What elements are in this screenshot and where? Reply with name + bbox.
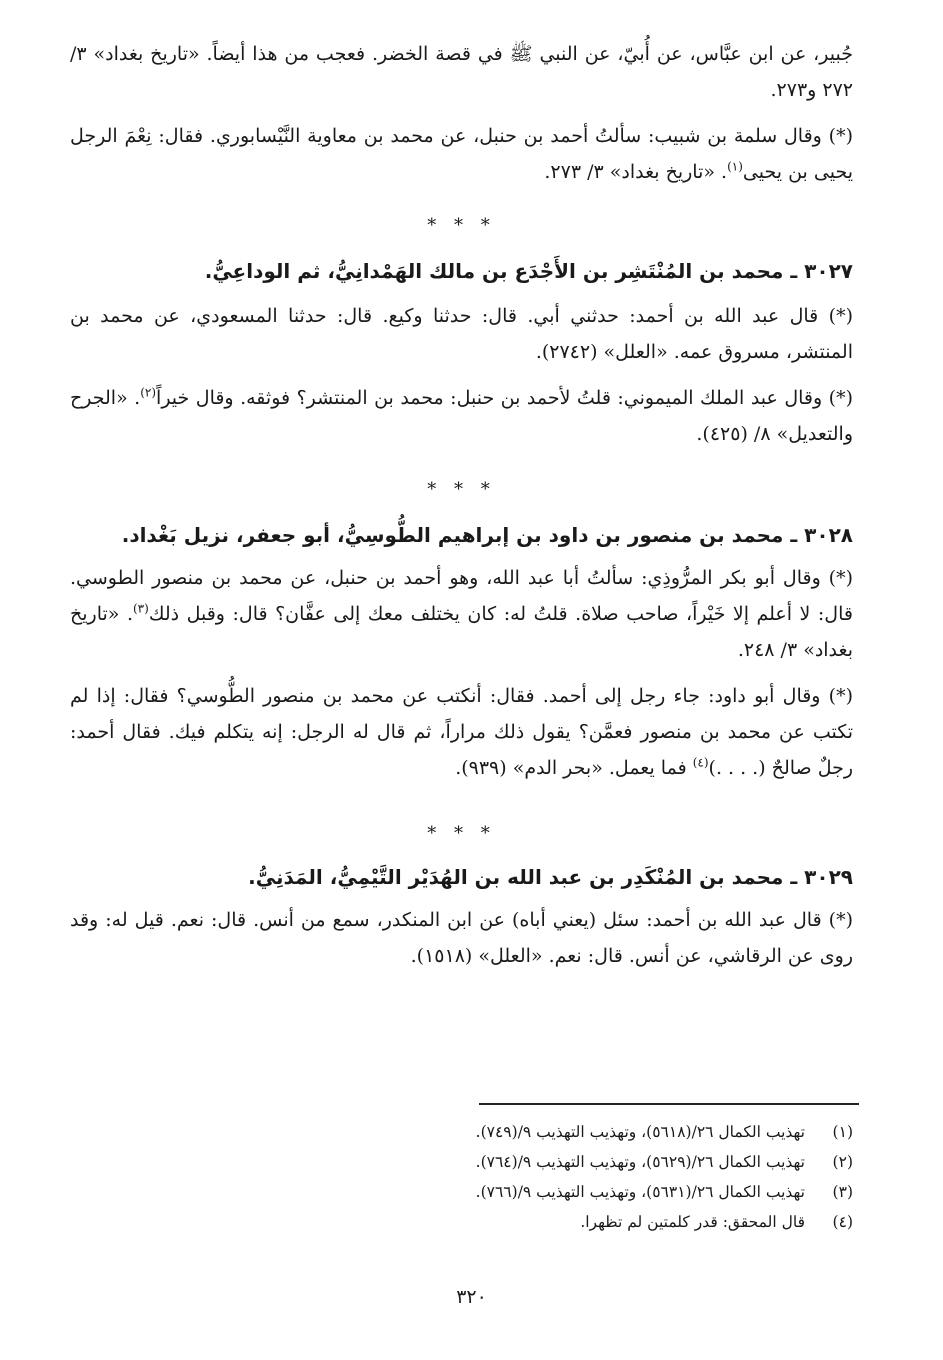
- entry-3027-quote-2: [70, 380, 853, 452]
- footnote-number: (٢): [832, 1153, 853, 1171]
- footnote-1: [70, 1117, 853, 1147]
- footnote-text: تهذيب الكمال ٢٦/(٥٦٣١)، وتهذيب التهذيب ٩/(٧٦٦).: [475, 1183, 805, 1201]
- entry-3027-quote-2-source: . «الجرح والتعديل» ٨/ (٤٢٥).: [70, 387, 853, 445]
- footnote-number: (١): [832, 1123, 853, 1141]
- entry-3028-quote-1-text: (*) وقال أبو بكر المرُّوذِي: سألتُ أبا عبد الله، وهو أحمد بن حنبل، عن محمد بن منصور الطوسي. قال: لا أعلم إلا خَيْراً، صاحب صلاة. قلتُ له: كان يختلف معك إلى عفَّان؟ قال: وقبل ذلك: [70, 567, 853, 625]
- entry-3027-heading: ٣٠٢٧ ـ محمد بن المُنْتَشِر بن الأَجْدَع بن مالك الهَمْدانِيُّ، ثم الوداعِيُّ.: [204, 259, 853, 283]
- footnote-2: [70, 1147, 853, 1177]
- entry-prev-quote-text: (*) وقال سلمة بن شبيب: سألتُ أحمد بن حنبل، عن محمد بن معاوية النَّيْسابوري. فقال: نِعْمَ الرجل يحيى بن يحيى: [70, 125, 853, 183]
- entry-3028-quote-1: [70, 560, 853, 668]
- footnote-number: (٣): [832, 1183, 853, 1201]
- entry-prev-quote-source: . «تاريخ بغداد» ٣/ ٢٧٣.: [544, 161, 728, 183]
- entry-3027-quote-1: (*) قال عبد الله بن أحمد: حدثني أبي. قال: حدثنا وكيع. قال: حدثنا المسعودي، عن محمد بن المنتشر، مسروق عمه. «العلل» (٢٧٤٢).: [70, 305, 853, 363]
- section-separator: * * *: [427, 215, 496, 236]
- footnote-3: [70, 1177, 853, 1207]
- section-separator: * * *: [427, 479, 496, 500]
- entry-3028-quote-2-text: (*) وقال أبو داود: جاء رجل إلى أحمد. فقال: أنكتب عن محمد بن منصور الطُّوسي؟ فقال: إذا لم تكتب عن محمد بن منصور فعمَّن؟ يقول ذلك مراراً، ثم قال له الرجل: إنه يتكلم فيك. فقال أحمد: رجلٌ صالحٌ (. . . .): [70, 685, 853, 779]
- footnote-4: [70, 1207, 853, 1237]
- footnote-text: تهذيب الكمال ٢٦/(٥٦١٨)، وتهذيب التهذيب ٩/(٧٤٩).: [475, 1123, 805, 1141]
- footnote-text: تهذيب الكمال ٢٦/(٥٦٢٩)، وتهذيب التهذيب ٩/(٧٦٤).: [475, 1153, 805, 1171]
- footnote-number: (٤): [832, 1213, 853, 1231]
- footnote-divider: [479, 1103, 859, 1105]
- entry-3029-heading: ٣٠٢٩ ـ محمد بن المُنْكَدِر بن عبد الله بن الهُدَيْر التَّيْمِيُّ، المَدَنِيُّ.: [248, 865, 853, 889]
- entry-3029-quote-1: (*) قال عبد الله بن أحمد: سئل (يعني أباه) عن ابن المنكدر، سمع من أنس. قال: نعم. قيل له: وقد روى عن الرقاشي، عن أنس. قال: نعم. «العلل» (١٥١٨).: [70, 909, 853, 967]
- footnote-ref-4: (٤): [692, 755, 709, 770]
- footnote-ref-2: (٢): [140, 385, 157, 400]
- section-separator: * * *: [427, 823, 496, 844]
- footnote-ref-1: (١): [727, 159, 743, 174]
- footnote-ref-3: (٣): [132, 601, 149, 616]
- footnote-text: قال المحقق: قدر كلمتين لم تظهرا.: [580, 1213, 805, 1231]
- entry-3028-quote-2-source: فما يعمل. «بحر الدم» (٩٣٩).: [455, 757, 693, 779]
- entry-prev-continuation: جُبير، عن ابن عبَّاس، عن أُبيّ، عن النبي ﷺ في قصة الخضر. فعجب من هذا أيضاً. «تاريخ بغداد» ٣/ ٢٧٢ و٢٧٣.: [70, 43, 853, 101]
- entry-prev-quote: [70, 118, 853, 190]
- footnotes-section: [70, 1103, 853, 1237]
- footnote-list: [70, 1117, 853, 1237]
- page-number: ٣٢٠: [456, 1286, 487, 1308]
- entry-3028-quote-1-source: . «تاريخ بغداد» ٣/ ٢٤٨.: [70, 603, 853, 661]
- entry-3027-quote-2-text: (*) وقال عبد الملك الميموني: قلتُ لأحمد بن حنبل: محمد بن المنتشر؟ فوثقه. وقال خيراً: [156, 387, 853, 409]
- entry-3028-heading: ٣٠٢٨ ـ محمد بن منصور بن داود بن إبراهيم الطُّوسِيُّ، أبو جعفر، نزيل بَغْداد.: [121, 523, 853, 547]
- entry-3028-quote-2: [70, 678, 853, 786]
